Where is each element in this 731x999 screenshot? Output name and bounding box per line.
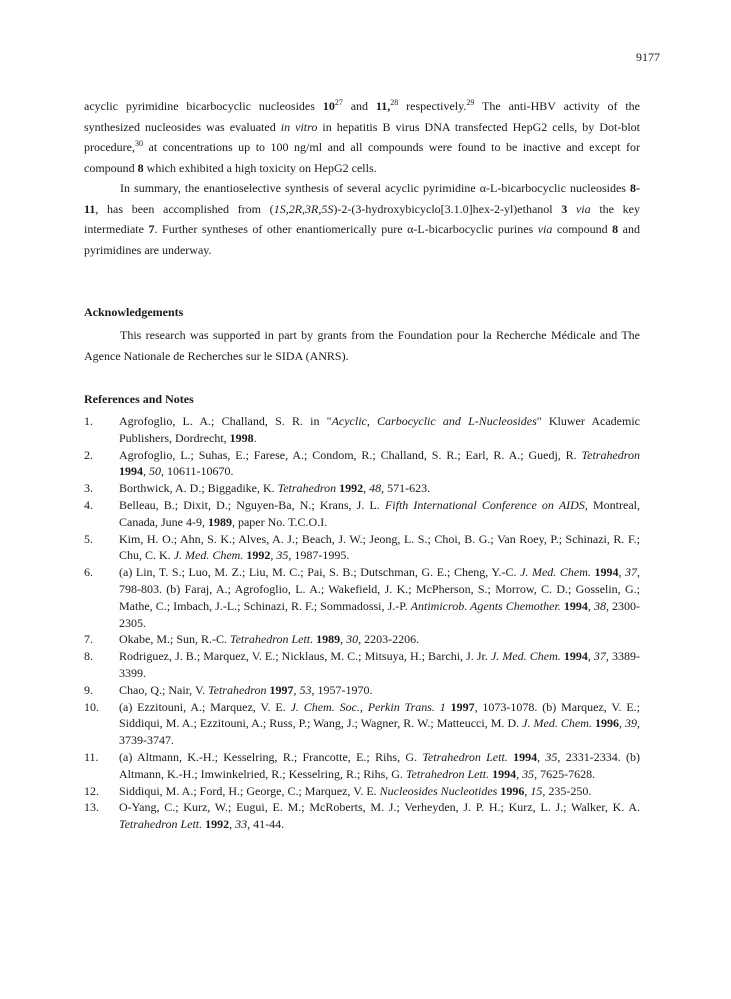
text-run: compound — [552, 222, 613, 236]
text-run: Borthwick, A. D.; Biggadike, K. — [119, 481, 278, 496]
italic-text: 50 — [149, 464, 161, 479]
bold-text: 1997 — [269, 682, 294, 697]
italic-text: Tetrahedron Lett. — [422, 749, 508, 764]
text-run: , 571-623. — [381, 481, 431, 496]
reference-number: 10. — [84, 699, 99, 714]
reference-item — [84, 413, 640, 447]
reference-item — [84, 564, 640, 631]
bold-text: 1992 — [339, 481, 364, 496]
text-run: , — [363, 481, 370, 496]
text-run: , 3389-3399. — [119, 649, 640, 680]
text-run: at concentrations up to 100 ng/ml and all compounds were found to be inactive and except for compound — [84, 140, 640, 175]
reference-text — [119, 699, 640, 749]
text-run: , — [587, 598, 594, 613]
reference-number: 1. — [84, 414, 93, 428]
text-run: Chao, Q.; Nair, V. — [119, 682, 209, 697]
bold-text: 1998 — [229, 430, 254, 445]
text-run: , paper No. T.C.O.I. — [231, 514, 328, 529]
italic-text: J. Med. Chem. — [490, 649, 561, 664]
reference-number: 7. — [84, 632, 93, 647]
italic-text: Tetrahedron Lett. — [230, 632, 314, 647]
reference-text — [119, 783, 640, 800]
italic-text: Tetrahedron Lett. — [119, 817, 203, 832]
text-run: , 798-803. (b) Faraj, A.; Agrofoglio, L. A.; Wakefield, J. K.; McPherson, S.; Morrow, C. D.; Gosselin, G.; Mathe, C.; Imbach, J.-L.; Schinazi, R. F.; Sommadossi, J.-P. — [119, 565, 641, 613]
reference-item — [84, 531, 640, 565]
italic-text: Acyclic, Carbocyclic and L-Nucleosides — [331, 414, 537, 428]
reference-text — [119, 480, 640, 497]
references-heading: References and Notes — [84, 392, 194, 406]
reference-text — [119, 531, 640, 565]
italic-text: Tetrahedron — [581, 447, 640, 462]
text-run: , — [587, 649, 594, 664]
italic-text: 33 — [235, 817, 248, 832]
bold-text: 10 — [322, 99, 335, 113]
text-run: and pyrimidines are underway. — [84, 222, 640, 257]
italic-text: 15 — [530, 783, 543, 798]
text-run: , — [293, 682, 300, 697]
reference-item — [84, 699, 640, 749]
bold-text: 1994 — [119, 464, 143, 479]
reference-number: 4. — [84, 497, 93, 512]
reference-text — [119, 799, 640, 833]
text-run: , — [537, 749, 546, 764]
bold-text: 1994 — [513, 749, 538, 764]
reference-number: 2. — [84, 447, 93, 462]
text-run: in hepatitis B virus DNA transfected HepG2 cells, by Dot-blot procedure, — [84, 119, 641, 154]
bold-text: 1994 — [563, 598, 588, 613]
italic-text: Tetrahedron — [208, 682, 267, 697]
italic-text: in vitro — [280, 119, 318, 134]
bold-text: 7 — [148, 222, 155, 236]
text-run: acyclic pyrimidine bicarbocyclic nucleosides — [84, 99, 323, 113]
text-run: respectively. — [398, 99, 467, 113]
body-text — [84, 96, 640, 260]
italic-text: 37 — [593, 649, 606, 664]
italic-text: 38 — [593, 598, 606, 613]
bold-text: 1992 — [246, 548, 271, 563]
bold-text: 1994 — [563, 649, 588, 664]
text-run: , — [340, 632, 347, 647]
reference-number: 8. — [84, 649, 93, 664]
reference-item — [84, 447, 640, 481]
reference-text — [119, 682, 640, 699]
bold-text: 1996 — [594, 716, 619, 731]
italic-text: via — [537, 222, 553, 236]
reference-number: 6. — [84, 565, 93, 580]
italic-text: Nucleosides Nucleotides — [379, 783, 498, 798]
text-run: (a) Ezzitouni, A.; Marquez, V. E. — [119, 699, 291, 714]
citation-superscript: 29 — [466, 98, 475, 107]
reference-text — [119, 447, 640, 481]
italic-text: Tetrahedron — [277, 481, 337, 496]
italic-text: 48 — [369, 481, 382, 496]
text-run: , — [618, 716, 626, 731]
italic-text: 37 — [625, 565, 638, 580]
reference-number: 5. — [84, 531, 93, 546]
text-run: Okabe, M.; Sun, R.-C. — [119, 632, 230, 647]
italic-text: 35 — [545, 749, 558, 764]
text-run: Agrofoglio, L. A.; Challand, S. R. in " — [119, 414, 332, 428]
italic-text: J. Med. Chem. — [522, 716, 592, 731]
text-run: Agrofoglio, L.; Suhas, E.; Farese, A.; Condom, R.; Challand, S. R.; Earl, R. A.; Guedj, R. — [119, 447, 582, 462]
reference-number: 12. — [84, 783, 99, 798]
reference-number: 11. — [84, 749, 99, 764]
italic-text: 1S,2R,3R,5S — [273, 201, 334, 216]
text-run: , Montreal, Canada, June 4-9, — [119, 497, 640, 529]
reference-item — [84, 497, 640, 531]
bold-text: 11 — [375, 99, 388, 113]
text-run: which exhibited a high toxicity on HepG2 cells. — [143, 160, 377, 175]
bold-text: 8 — [137, 160, 144, 175]
text-run: Siddiqui, M. A.; Ford, H.; George, C.; Marquez, V. E. — [119, 783, 380, 798]
citation-superscript: 28 — [390, 98, 399, 107]
text-run: . — [253, 430, 257, 445]
italic-text: 35 — [276, 548, 289, 563]
reference-item — [84, 783, 640, 800]
bold-text: 1989 — [316, 632, 341, 647]
text-run: Rodriguez, J. B.; Marquez, V. E.; Nicklaus, M. C.; Mitsuya, H.; Barchi, J. Jr. — [119, 649, 491, 664]
italic-text: J. Med. Chem. — [173, 548, 244, 563]
text-run: , 2203-2206. — [358, 632, 420, 647]
reference-number: 9. — [84, 682, 93, 697]
text-run: . Further syntheses of other enantiomerically pure α-L-bicarbocyclic purines — [154, 222, 538, 236]
italic-text: 30 — [346, 632, 359, 647]
italic-text: J. Med. Chem. — [520, 565, 591, 580]
bold-text: 1994 — [492, 766, 517, 781]
text-run: )-2-(3-hydroxybicyclo[3.1.0]hex-2-yl)ethanol — [333, 201, 562, 216]
text-run: Belleau, B.; Dixit, D.; Nguyen-Ba, N.; Krans, J. L. — [119, 497, 385, 512]
bold-text: , — [387, 99, 391, 113]
bold-text: 1997 — [450, 699, 475, 714]
references-list — [84, 413, 640, 833]
text-run: , — [143, 464, 149, 479]
text-run: , 10611-10670. — [161, 464, 234, 479]
text-run: In summary, the enantioselective synthesis of several acyclic pyrimidine α-L-bicarbocyclic nucleosides — [120, 181, 630, 195]
bold-text: 8-11 — [84, 181, 640, 216]
bold-text: 1992 — [205, 817, 230, 832]
reference-item — [84, 682, 640, 699]
text-run: , 235-250. — [542, 783, 592, 798]
reference-text — [119, 648, 640, 682]
citation-superscript: 30 — [134, 139, 143, 148]
reference-text — [119, 749, 640, 783]
text-run: " Kluwer Academic Publishers, Dordrecht, — [119, 414, 640, 445]
acknowledgements-heading: Acknowledgements — [84, 305, 184, 319]
italic-text: 39 — [625, 716, 638, 731]
text-run: (a) Altmann, K.-H.; Kesselring, R.; Francotte, E.; Rihs, G. — [119, 749, 423, 764]
italic-text: Fifth International Conference on AIDS — [384, 497, 585, 512]
reference-item — [84, 631, 640, 648]
reference-item — [84, 749, 640, 783]
citation-superscript: 27 — [334, 98, 343, 107]
bold-text: 1989 — [207, 514, 232, 529]
text-run: , — [229, 817, 236, 832]
text-run: the key intermediate — [84, 201, 640, 236]
text-run: , 2300-2305. — [119, 598, 641, 630]
text-run: and — [342, 99, 376, 113]
text-run: , 1073-1078. (b) Marquez, V. E.; Siddiqui, M. A.; Ezzitouni, A.; Russ, P.; Wang, J.; Wagner, R. W.; Matteucci, M. D. — [119, 699, 640, 731]
text-run: , 1987-1995. — [288, 548, 350, 563]
page-number: 9177 — [636, 50, 660, 64]
paragraph-summary — [84, 178, 640, 260]
text-run: O-Yang, C.; Kurz, W.; Eugui, E. M.; McRoberts, M. J.; Verheyden, J. P. H.; Kurz, L. J.; Walker, K. A. — [119, 800, 640, 815]
reference-text — [119, 413, 640, 447]
italic-text: via — [575, 201, 591, 216]
bold-text: 3 — [561, 201, 568, 216]
reference-item — [84, 799, 640, 833]
bold-text: 1994 — [594, 565, 619, 580]
text-run: , 3739-3747. — [119, 716, 641, 748]
reference-text — [119, 564, 640, 631]
text-run: , — [618, 565, 626, 580]
bold-text: 1996 — [500, 783, 525, 798]
text-run: , — [270, 548, 277, 563]
text-run: , 2331-2334. (b) Altmann, K.-H.; Imwinkelried, R.; Kesselring, R.; Rihs, G. — [119, 749, 641, 781]
reference-item — [84, 648, 640, 682]
italic-text: J. Chem. Soc., Perkin Trans. 1 — [290, 699, 446, 714]
reference-text — [119, 631, 640, 648]
reference-number: 3. — [84, 481, 93, 496]
italic-text: 53 — [299, 682, 312, 697]
italic-text: Antimicrob. Agents Chemother. — [410, 598, 561, 613]
text-run: , 1957-1970. — [311, 682, 373, 697]
reference-item — [84, 480, 640, 497]
reference-number: 13. — [84, 800, 99, 815]
text-run: Kim, H. O.; Ahn, S. K.; Alves, A. J.; Beach, J. W.; Jeong, L. S.; Choi, B. G.; Van Roey, P.; Schinazi, R. F.; Chu, C. K. — [119, 531, 640, 563]
bold-text: 8 — [612, 222, 619, 236]
text-run: , — [516, 766, 523, 781]
italic-text: Tetrahedron Lett. — [405, 766, 490, 781]
text-run — [567, 202, 576, 216]
text-run: , 7625-7628. — [534, 766, 596, 781]
text-run: , has been accomplished from ( — [95, 201, 274, 216]
paragraph-results — [84, 96, 640, 178]
italic-text: 35 — [522, 766, 535, 781]
text-run: , 41-44. — [247, 817, 285, 832]
acknowledgements-text: This research was supported in part by grants from the Foundation pour la Recherche Médicale and The Agence Nationale de Recherches sur le SIDA (ANRS). — [84, 328, 640, 363]
text-run: , — [524, 783, 531, 798]
text-run: The anti-HBV activity of the synthesized nucleosides was evaluated — [84, 99, 640, 134]
reference-text — [119, 497, 640, 531]
text-run: (a) Lin, T. S.; Luo, M. Z.; Liu, M. C.; Pai, S. B.; Dutschman, G. E.; Cheng, Y.-C. — [119, 565, 521, 580]
